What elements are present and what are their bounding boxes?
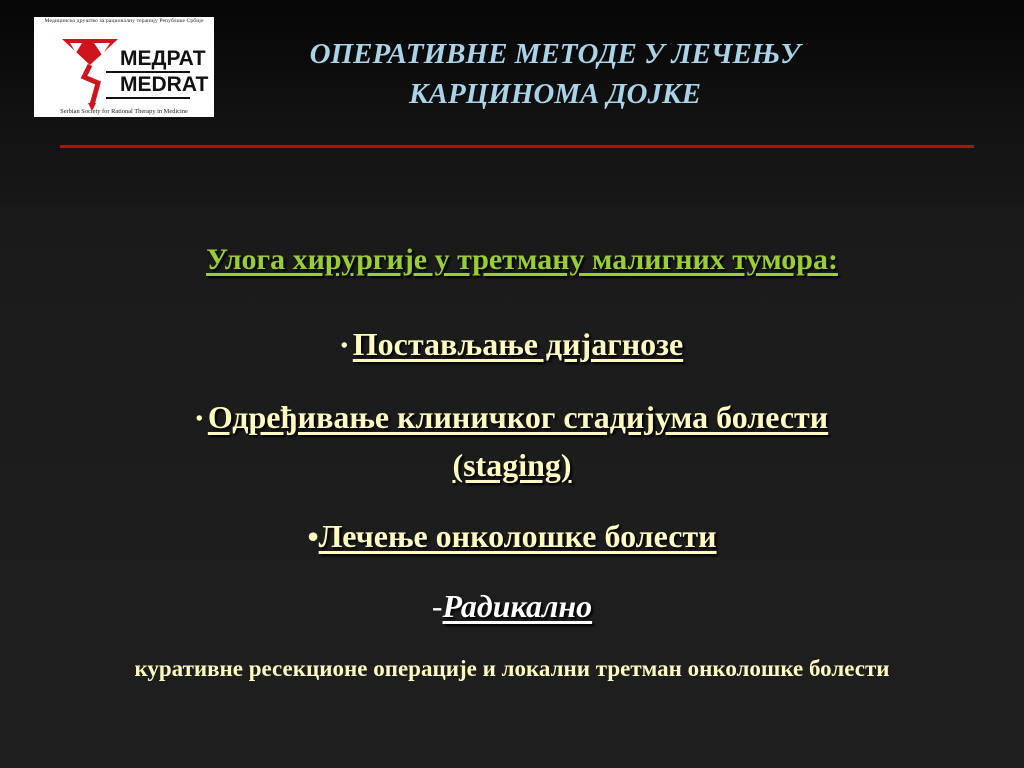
title-divider: [60, 145, 974, 148]
bullet-item-staging-text-cont: (staging): [452, 447, 572, 483]
bullet-item-treatment: [0, 514, 1024, 558]
bullet-item-staging: [0, 395, 1024, 441]
radical-description: куративне ресекционе операције и локални третман онколошке болести: [134, 656, 890, 681]
bullet-icon: •: [307, 518, 319, 554]
logo-divider: [106, 97, 190, 99]
logo-org-top: Медицинско друштво за рационалну терапију Републике Србије: [44, 18, 204, 24]
bullet-item-staging-cont: [0, 443, 1024, 487]
logo-org-bottom: Serbian Society for Rational Therapy in Medicine: [60, 108, 188, 115]
bullet-item-diagnosis-text: Постављање дијагнозе: [352, 326, 684, 362]
bullet-item-diagnosis: [0, 322, 1024, 368]
bullet-icon: •: [195, 408, 208, 430]
section-heading: Улога хирургије у третману малигних тумора:: [206, 243, 838, 276]
medrat-logo: [34, 17, 214, 117]
slide-title-line-2: КАРЦИНОМА ДОЈКЕ: [409, 78, 701, 110]
bullet-icon: •: [340, 335, 353, 357]
slide-title: [230, 34, 880, 114]
logo-word-latin: MEDRAT: [120, 73, 209, 96]
sub-item-radical: [0, 584, 1024, 628]
bullet-item-treatment-text: Лечење онколошке болести: [318, 518, 717, 554]
sub-item-radical-text: Радикално: [442, 588, 593, 624]
slide-title-line-1: ОПЕРАТИВНЕ МЕТОДЕ У ЛЕЧЕЊУ: [309, 38, 801, 70]
bullet-item-staging-text: Одређивање клиничког стадијума болести: [207, 399, 829, 435]
logo-word-cyrillic: МЕДРАТ: [120, 47, 206, 70]
dash-marker: -: [431, 588, 443, 624]
